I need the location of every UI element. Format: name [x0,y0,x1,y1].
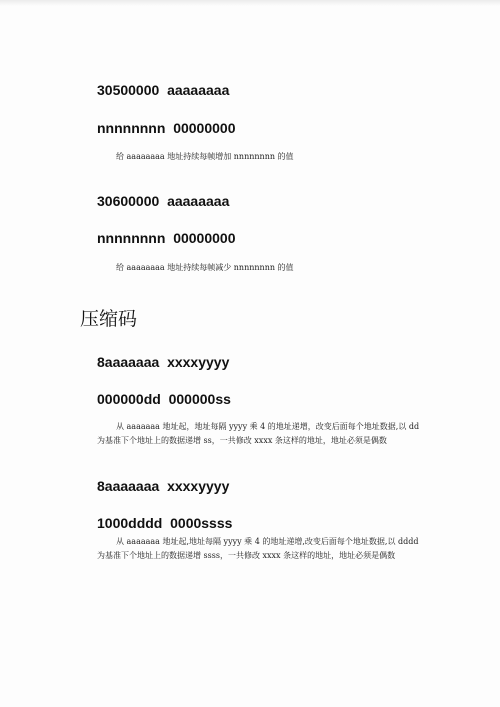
description-text: 给 aaaaaaaa 地址持续每帧减少 nnnnnnnn 的值 [116,263,294,272]
description-text: 给 aaaaaaaa 地址持续每帧增加 nnnnnnnn 的值 [116,152,294,161]
code-line: 1000dddd 0000ssss [97,515,233,531]
code-line: 8aaaaaaa xxxxyyyy [97,478,230,494]
code-description [97,420,437,448]
code-description [97,535,437,563]
code-line: 30600000 aaaaaaaa [97,193,230,209]
section-heading: 压缩码 [80,308,138,330]
code-description [97,150,437,164]
code-line: 8aaaaaaa xxxxyyyy [97,354,230,370]
code-line: nnnnnnnn 00000000 [97,120,236,136]
description-text: 从 aaaaaaa 地址起,地址每隔 yyyy 乘 4 的地址递增,改变后面每个地址数据,以 dddd [116,537,419,546]
code-line: 000000dd 000000ss [97,391,231,407]
description-text: 为基准下个地址上的数据递增 ssss，一共修改 xxxx 条这样的地址，地址必须是偶数 [97,551,396,560]
code-line: 30500000 aaaaaaaa [97,82,230,98]
code-description [97,261,437,275]
code-line: nnnnnnnn 00000000 [97,230,236,246]
page-edge [0,0,500,6]
description-text: 从 aaaaaaa 地址起，地址每隔 yyyy 乘 4 的地址递增，改变后面每个地址数据,以 dd [116,422,420,431]
description-text: 为基准下个地址上的数据递增 ss，一共修改 xxxx 条这样的地址，地址必须是偶数 [97,436,387,445]
